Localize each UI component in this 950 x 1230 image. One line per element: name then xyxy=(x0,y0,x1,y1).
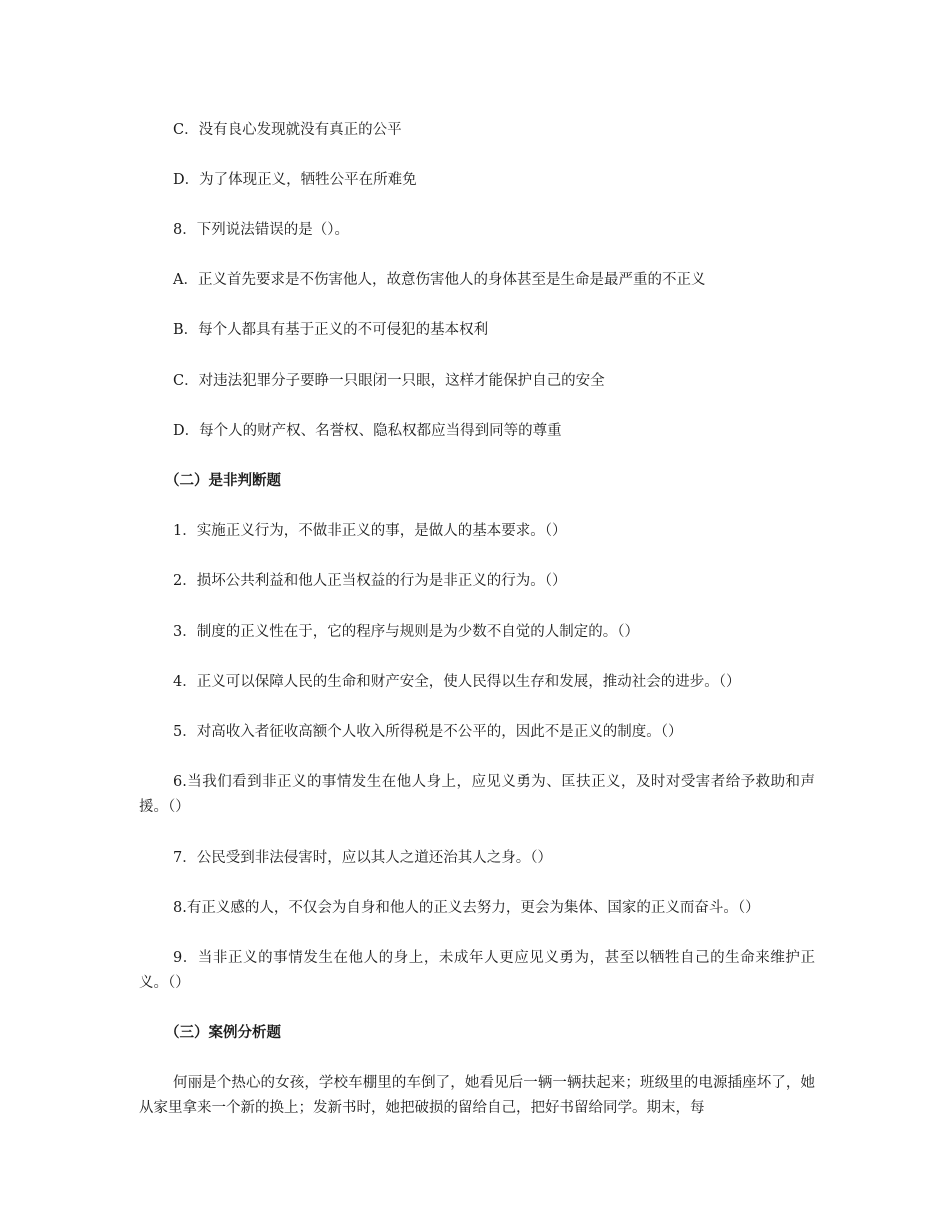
judgement-item-9: 9．当非正义的事情发生在他人的身上，未成年人更应见义勇为，甚至以牺牲自己的生命来维护正义。（） xyxy=(139,950,815,991)
judgement-item-2: 2．损坏公共利益和他人正当权益的行为是非正义的行为。（） xyxy=(173,573,567,589)
option-c: C．没有良心发现就没有真正的公平 xyxy=(173,122,402,138)
section-2-heading: （二）是非判断题 xyxy=(165,473,281,489)
section-3-heading: （三）案例分析题 xyxy=(165,1025,281,1041)
case-paragraph: 何丽是个热心的女孩，学校车棚里的车倒了，她看见后一辆一辆扶起来；班级里的电源插座坏了，她从家里拿来一个新的换上；发新书时，她把破损的留给自己，把好书留给同学。期末，每 xyxy=(139,1075,815,1116)
option-d: D．为了体现正义，牺牲公平在所难免 xyxy=(173,172,417,188)
question-8-option-a: A．正义首先要求是不伤害他人，故意伤害他人的身体甚至是生命是最严重的不正义 xyxy=(173,272,706,288)
question-8-option-d: D．每个人的财产权、名誉权、隐私权都应当得到同等的尊重 xyxy=(173,423,562,439)
judgement-item-3: 3．制度的正义性在于，它的程序与规则是为少数不自觉的人制定的。（） xyxy=(173,624,639,640)
question-8-option-b: B．每个人都具有基于正义的不可侵犯的基本权利 xyxy=(173,322,489,338)
question-8-option-c: C．对违法犯罪分子要睁一只眼闭一只眼，这样才能保护自己的安全 xyxy=(173,373,605,389)
question-8-stem: 8．下列说法错误的是（）。 xyxy=(173,222,349,238)
judgement-item-5: 5．对高收入者征收高额个人收入所得税是不公平的，因此不是正义的制度。（） xyxy=(173,724,683,740)
judgement-item-8: 8.有正义感的人，不仅会为自身和他人的正义去努力，更会为集体、国家的正义而奋斗。（） xyxy=(173,900,760,916)
judgement-item-7: 7．公民受到非法侵害时，应以其人之道还治其人之身。（） xyxy=(173,850,552,866)
judgement-item-1: 1．实施正义行为，不做非正义的事，是做人的基本要求。（） xyxy=(173,523,567,539)
judgement-item-6: 6.当我们看到非正义的事情发生在他人身上，应见义勇为、匡扶正义，及时对受害者给予救助和声援。（） xyxy=(139,774,815,815)
judgement-item-4: 4．正义可以保障人民的生命和财产安全，使人民得以生存和发展，推动社会的进步。（） xyxy=(173,674,741,690)
